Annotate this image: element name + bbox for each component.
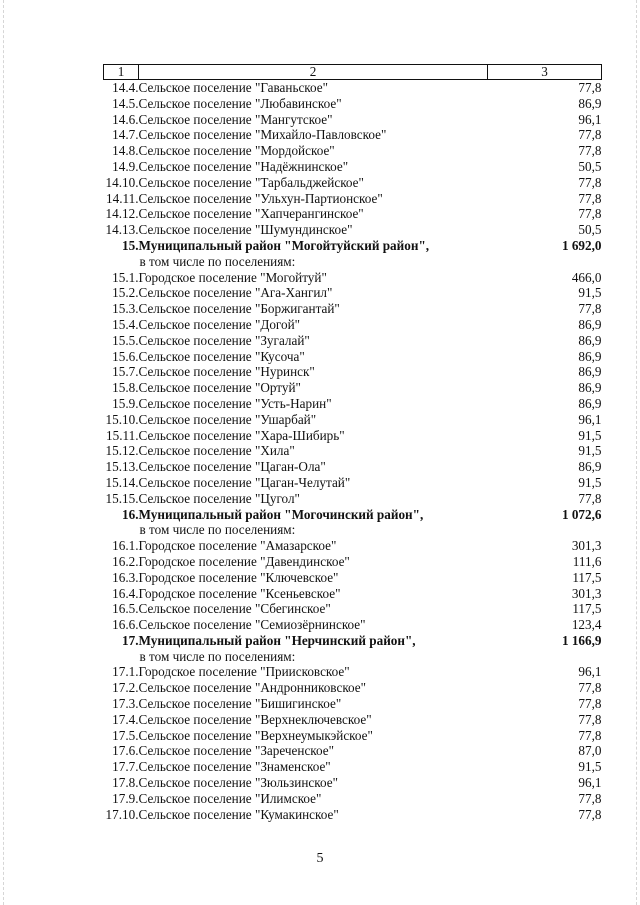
settlement-name: Муниципальный район "Могочинский район",: [138, 506, 424, 522]
row-value: 96,1: [578, 411, 602, 427]
row-number: 17.2.: [112, 680, 139, 696]
row-number: 15.3.: [112, 301, 139, 317]
row-value: 77,8: [578, 711, 602, 727]
table-row: [104, 570, 602, 586]
settlement-name: Сельское поселение "Мангутское": [138, 111, 333, 127]
settlement-name: Сельское поселение "Нуринск": [138, 364, 315, 380]
row-value: 117,5: [572, 569, 602, 585]
settlement-name: Сельское поселение "Зюльзинское": [138, 775, 338, 791]
table-row: [104, 538, 602, 554]
row-number: 15.7.: [112, 364, 139, 380]
row-number: 17.8.: [112, 775, 139, 791]
row-value: 91,5: [578, 285, 602, 301]
settlement-name: Сельское поселение "Цаган-Ола": [138, 459, 326, 475]
table-row: [104, 364, 602, 380]
row-value: 466,0: [571, 269, 602, 285]
row-number: 14.8.: [112, 143, 139, 159]
row-number: 17.: [122, 632, 139, 648]
table-row: [104, 112, 602, 128]
row-value: 86,9: [578, 380, 602, 396]
row-value: 96,1: [578, 664, 602, 680]
row-number: 15.8.: [112, 380, 139, 396]
table-row: [104, 270, 602, 286]
row-number: 15.1.: [112, 269, 139, 285]
row-number: 16.2.: [112, 553, 139, 569]
table-row: [104, 285, 602, 301]
row-value: [488, 254, 602, 270]
row-number: 14.11.: [106, 190, 139, 206]
row-value: 77,8: [578, 206, 602, 222]
settlement-name: Сельское поселение "Верхнеумыкэйское": [138, 727, 373, 743]
row-value: 77,8: [578, 190, 602, 206]
row-number: 16.6.: [112, 617, 139, 633]
table-row: [104, 191, 602, 207]
row-value: 86,9: [578, 459, 602, 475]
table-row: [104, 696, 602, 712]
row-value: 117,5: [572, 601, 602, 617]
settlement-name: Муниципальный район "Могойтуйский район",: [138, 237, 430, 253]
settlement-name: Сельское поселение "Кусоча": [138, 348, 305, 364]
row-value: 77,8: [578, 301, 602, 317]
row-number: [104, 649, 139, 665]
row-value: 1 692,0: [561, 237, 602, 253]
settlement-name: Сельское поселение "Тарбальджейское": [138, 174, 364, 190]
row-value: [488, 522, 602, 538]
settlement-name: Сельское поселение "Сбегинское": [138, 601, 331, 617]
row-value: 77,8: [578, 790, 602, 806]
row-number: 15.14.: [105, 474, 139, 490]
row-number: 16.4.: [112, 585, 139, 601]
settlement-name: Сельское поселение "Верхнеключевское": [138, 711, 372, 727]
settlement-name: Сельское поселение "Гаваньское": [138, 80, 329, 95]
row-number: 14.10.: [105, 174, 139, 190]
row-number: 17.1.: [112, 664, 139, 680]
column-header: 3: [488, 65, 602, 80]
row-value: 301,3: [571, 585, 602, 601]
table-row: [104, 175, 602, 191]
table-row: [104, 491, 602, 507]
row-number: 17.5.: [112, 727, 139, 743]
settlement-name: Городское поселение "Давендинское": [138, 553, 350, 569]
row-value: 1 166,9: [561, 632, 602, 648]
settlement-name: Сельское поселение "Андронниковское": [138, 680, 367, 696]
settlement-name: Городское поселение "Ксеньевское": [138, 585, 341, 601]
row-value: 87,0: [578, 743, 602, 759]
table-row: [104, 96, 602, 112]
table-row: [104, 317, 602, 333]
scan-edge-right: [635, 0, 637, 905]
row-value: 50,5: [578, 158, 602, 174]
settlement-name: Сельское поселение "Хила": [138, 443, 295, 459]
row-number: [104, 522, 139, 538]
table-header-row: [104, 65, 602, 80]
column-header: 2: [139, 65, 488, 80]
settlement-name: Сельское поселение "Ульхун-Партионское": [138, 190, 383, 206]
settlement-name: Сельское поселение "Бишигинское": [138, 696, 342, 712]
row-value: 301,3: [571, 538, 602, 554]
row-number: 15.15.: [105, 490, 139, 506]
settlement-name: Сельское поселение "Мордойское": [138, 143, 335, 159]
table-row: [104, 380, 602, 396]
settlement-name: Городское поселение "Амазарское": [138, 538, 337, 554]
row-value: 86,9: [578, 316, 602, 332]
row-number: 15.11.: [106, 427, 139, 443]
table-row: [104, 775, 602, 791]
row-number: 17.3.: [112, 696, 139, 712]
table-row: [104, 443, 602, 459]
settlement-name: Сельское поселение "Знаменское": [138, 759, 331, 775]
row-number: 14.4.: [112, 80, 139, 95]
settlement-name: Сельское поселение "Хара-Шибирь": [138, 427, 345, 443]
table-row: [104, 712, 602, 728]
budget-table: [103, 64, 602, 822]
settlement-name: Сельское поселение "Усть-Нарин": [138, 395, 332, 411]
row-value: 91,5: [578, 759, 602, 775]
settlement-name: Сельское поселение "Михайло-Павловское": [138, 127, 387, 143]
settlement-name: Сельское поселение "Надёжнинское": [138, 158, 349, 174]
settlement-name: Сельское поселение "Кумакинское": [138, 806, 339, 822]
table-row: [104, 680, 602, 696]
subheading-row: [104, 254, 602, 270]
row-value: 77,8: [578, 174, 602, 190]
district-row: [104, 507, 602, 523]
row-number: 14.9.: [112, 158, 139, 174]
settlement-name: Сельское поселение "Зугалай": [138, 332, 310, 348]
settlement-name: в том числе по поселениям:: [139, 522, 296, 538]
row-value: 86,9: [578, 95, 602, 111]
settlement-name: Сельское поселение "Шумундинское": [138, 222, 353, 238]
table-row: [104, 459, 602, 475]
row-number: 14.6.: [112, 111, 139, 127]
row-number: 17.10.: [105, 806, 139, 822]
table-row: [104, 127, 602, 143]
settlement-name: Сельское поселение "Илимское": [138, 790, 322, 806]
table-row: [104, 617, 602, 633]
row-value: 77,8: [578, 490, 602, 506]
row-number: 16.1.: [112, 538, 139, 554]
table-row: [104, 333, 602, 349]
row-value: 96,1: [578, 775, 602, 791]
table-row: [104, 206, 602, 222]
settlement-name: Сельское поселение "Зареченское": [138, 743, 335, 759]
row-value: 86,9: [578, 348, 602, 364]
row-value: 111,6: [572, 553, 602, 569]
row-value: 77,8: [578, 80, 602, 95]
table-row: [104, 80, 602, 96]
table-row: [104, 759, 602, 775]
row-value: 50,5: [578, 222, 602, 238]
row-value: 77,8: [578, 806, 602, 822]
table-row: [104, 349, 602, 365]
row-value: 77,8: [578, 680, 602, 696]
subheading-row: [104, 649, 602, 665]
row-number: 16.5.: [112, 601, 139, 617]
settlement-name: Городское поселение "Приисковское": [138, 664, 350, 680]
row-number: 14.5.: [112, 95, 139, 111]
settlement-name: Сельское поселение "Хапчерангинское": [138, 206, 364, 222]
subheading-row: [104, 522, 602, 538]
row-number: 15.5.: [112, 332, 139, 348]
row-value: 86,9: [578, 364, 602, 380]
table-row: [104, 222, 602, 238]
table-row: [104, 428, 602, 444]
settlement-name: Муниципальный район "Нерчинский район",: [138, 632, 416, 648]
row-number: 15.13.: [105, 459, 139, 475]
row-value: 86,9: [578, 332, 602, 348]
settlement-name: Сельское поселение "Боржигантай": [138, 301, 340, 317]
row-value: 91,5: [578, 443, 602, 459]
row-number: 17.4.: [112, 711, 139, 727]
district-row: [104, 238, 602, 254]
row-value: 1 072,6: [561, 506, 602, 522]
table-row: [104, 728, 602, 744]
table-row: [104, 601, 602, 617]
column-header: 1: [104, 65, 139, 80]
table-row: [104, 743, 602, 759]
page-number: 5: [316, 851, 324, 866]
table-body: [104, 80, 602, 823]
settlement-name: Городское поселение "Ключевское": [138, 569, 339, 585]
row-value: 91,5: [578, 427, 602, 443]
row-value: [488, 649, 602, 665]
row-value: 77,8: [578, 696, 602, 712]
settlement-name: Городское поселение "Могойтуй": [138, 269, 327, 285]
row-number: 15.2.: [112, 285, 139, 301]
scan-edge-left: [3, 0, 5, 905]
row-number: 15.4.: [112, 316, 139, 332]
row-value: 77,8: [578, 127, 602, 143]
row-number: 17.9.: [112, 790, 139, 806]
row-value: 86,9: [578, 395, 602, 411]
row-number: 17.6.: [112, 743, 139, 759]
row-number: 15.9.: [112, 395, 139, 411]
row-number: 17.7.: [112, 759, 139, 775]
row-number: 14.7.: [112, 127, 139, 143]
settlement-name: в том числе по поселениям:: [139, 253, 296, 269]
row-value: 77,8: [578, 143, 602, 159]
row-number: 14.13.: [105, 222, 139, 238]
table-row: [104, 791, 602, 807]
row-number: 15.: [122, 237, 139, 253]
settlement-name: Сельское поселение "Ушарбай": [138, 411, 317, 427]
settlement-name: Сельское поселение "Цугол": [138, 490, 300, 506]
settlement-name: Сельское поселение "Ага-Хангил": [138, 285, 333, 301]
row-number: 15.12.: [105, 443, 139, 459]
settlement-name: Сельское поселение "Любавинское": [138, 95, 342, 111]
table-row: [104, 412, 602, 428]
row-value: 91,5: [578, 474, 602, 490]
table-row: [104, 143, 602, 159]
table-row: [104, 475, 602, 491]
settlement-name: Сельское поселение "Цаган-Челутай": [138, 474, 351, 490]
settlement-name: в том числе по поселениям:: [139, 648, 296, 664]
row-value: 96,1: [578, 111, 602, 127]
row-number: [104, 254, 139, 270]
row-number: 15.10.: [105, 411, 139, 427]
settlement-name: Сельское поселение "Догой": [138, 316, 301, 332]
settlement-name: Сельское поселение "Ортуй": [138, 380, 301, 396]
table-row: [104, 159, 602, 175]
table-row: [104, 807, 602, 823]
row-number: 16.3.: [112, 569, 139, 585]
row-value: 123,4: [571, 617, 602, 633]
district-row: [104, 633, 602, 649]
table-row: [104, 664, 602, 680]
row-value: 77,8: [578, 727, 602, 743]
row-number: 15.6.: [112, 348, 139, 364]
row-number: 14.12.: [105, 206, 139, 222]
table-row: [104, 396, 602, 412]
row-number: 16.: [122, 506, 139, 522]
table-row: [104, 586, 602, 602]
settlement-name: Сельское поселение "Семиозёрнинское": [138, 617, 366, 633]
table-row: [104, 301, 602, 317]
table-row: [104, 554, 602, 570]
